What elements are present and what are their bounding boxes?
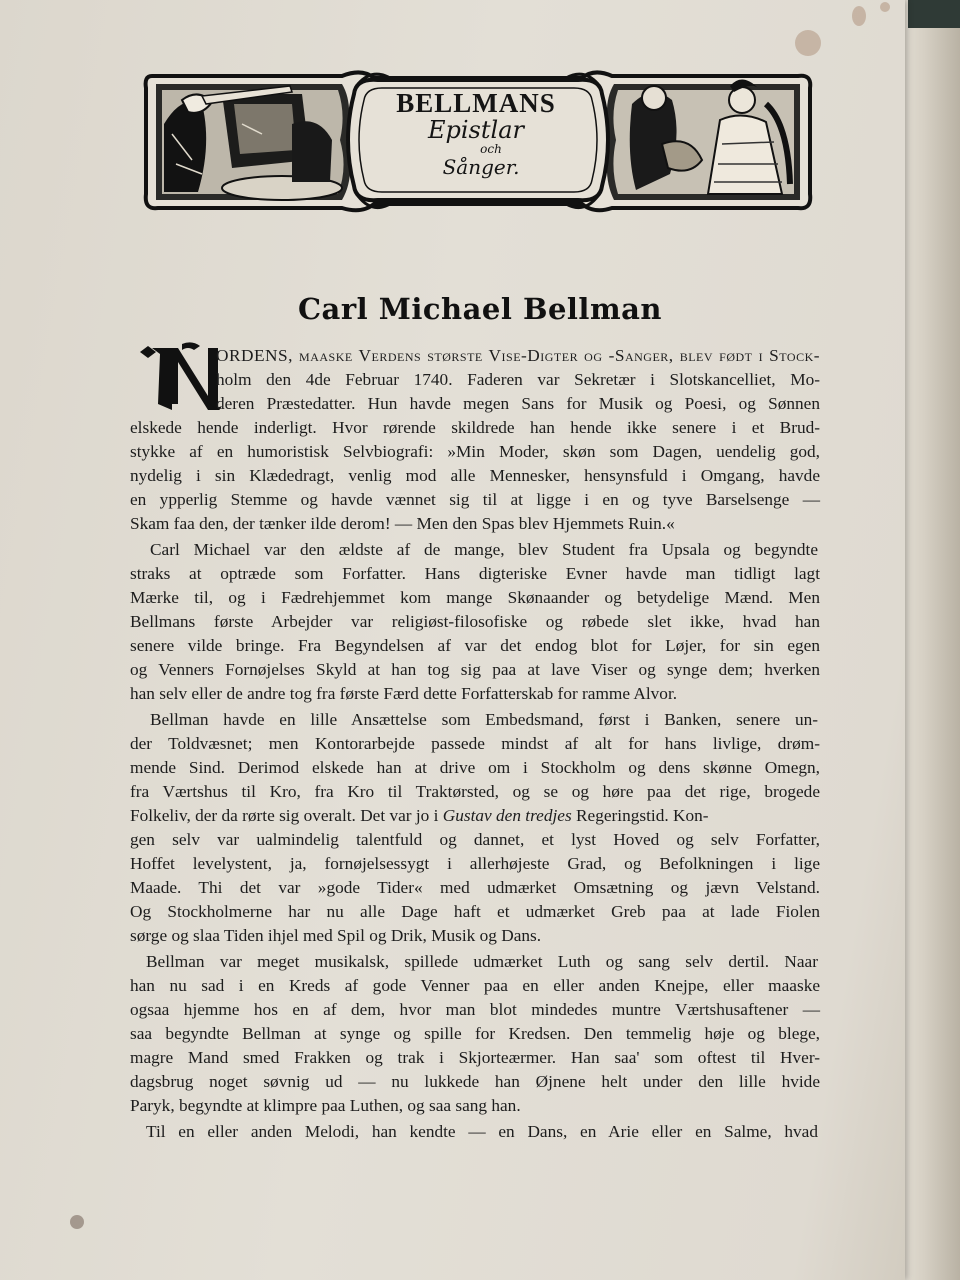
text-line: Hoffet levelystent, ja, fornøjelsessygt i allerhøjeste Grad, og Befolkningen i lige	[130, 854, 820, 873]
italic-phrase: Gustav den tredjes	[442, 806, 572, 825]
stain	[880, 2, 890, 12]
text-line: senere vilde bringe. Fra Begyndelsen af var det endog blot for Løjer, for sin egen	[130, 636, 820, 655]
text-line	[130, 804, 820, 828]
text-line	[216, 344, 820, 368]
text-line: Skam faa den, der tænker ilde derom! — Men den Spas blev Hjemmets Ruin.«	[130, 514, 675, 533]
book-edge	[898, 0, 960, 1280]
stain	[795, 30, 821, 56]
text-line: sørge og slaa Tiden ihjel med Spil og Drik, Musik og Dans.	[130, 926, 542, 945]
text-line: Paryk, begyndte at klimpre paa Luthen, og saa sang han.	[130, 1096, 521, 1115]
table-surface	[908, 0, 960, 28]
article-heading: Carl Michael Bellman	[297, 292, 663, 326]
text-line: saa begyndte Bellman at synge og spille for Kredsen. Den temmelig høje og blege,	[130, 1024, 820, 1043]
stain	[70, 1215, 84, 1229]
banner-title-line2: Epistlar	[428, 116, 524, 144]
banner-title-line4: Sånger.	[442, 155, 520, 179]
text-line: han nu sad i en Kreds af gode Venner paa en eller anden Knejpe, eller maaske	[130, 976, 820, 995]
text-line: fra Værtshus til Kro, fra Kro til Traktørsted, og se og høre paa det rige, brogede	[130, 782, 820, 801]
text-line: magre Mand smed Frakken og trak i Skjorteærmer. Han saa' som oftest til Hver-	[130, 1048, 820, 1067]
text-line: mende Sind. Derimod elskede han at drive om i Stockholm og dens skønne Omegn,	[130, 758, 820, 777]
text-line: en ypperlig Stemme og havde vænnet sig til at ligge i en og tyve Barselsenge —	[130, 490, 820, 509]
text-line: Mærke til, og i Fædrehjemmet kom mange Skønaander og betydelige Mænd. Men	[130, 588, 820, 607]
banner-title-line1: BELLMANS	[396, 88, 556, 118]
banner-title-line3: och	[480, 142, 502, 156]
text-line: holm den 4de Februar 1740. Faderen var Sekretær i Slotskancelliet, Mo-	[216, 370, 820, 389]
dropcap	[138, 340, 222, 410]
text-line: deren Præstedatter. Hun havde megen Sans for Musik og Poesi, og Sønnen	[216, 394, 820, 413]
text-line-start: Folkeliv, der da rørte sig overalt. Det var jo i	[130, 806, 443, 825]
text-line: nydelig i sin Klædedragt, venlig mod alle Mennesker, hensynsfuld i Omgang, havde	[130, 466, 820, 485]
banner-title	[356, 88, 596, 178]
text-line: Bellmans første Arbejder var religiøst-filosofiske og røbede slet ikke, hvad han	[130, 612, 820, 631]
text-line-end: Regeringstid. Kon-	[576, 806, 709, 825]
text-line: Bellman havde en lille Ansættelse som Embedsmand, først i Banken, senere un-	[150, 710, 818, 729]
text-line-content: ORDENS, maaske Verdens største Vise-Digter og -Sanger, blev født i Stock-	[216, 346, 820, 365]
text-line: straks at optræde som Forfatter. Hans digteriske Evner havde man tidligt lagt	[130, 564, 820, 583]
text-line: gen selv var ualmindelig talentfuld og dannet, et lyst Hoved og selv Forfatter,	[130, 830, 820, 849]
dropcap-letter	[138, 340, 222, 410]
text-line: Maade. Thi det var »gode Tider« med udmærket Omsætning og jævn Velstand.	[130, 878, 820, 897]
text-line: og Venners Fornøjelses Skyld at han tog sig paa at lave Viser og synge dem; hverken	[130, 660, 820, 679]
text-line: dagsbrug noget søvnig ud — nu lukkede han Øjnene helt under den lille hvide	[130, 1072, 820, 1091]
text-line: Til en eller anden Melodi, han kendte — en Dans, en Arie eller en Salme, hvad	[146, 1122, 818, 1141]
text-line: ogsaa hjemme hos en af dem, hvor man blot mindedes muntre Værtshusaftener —	[130, 1000, 820, 1019]
stain	[852, 6, 866, 26]
text-line: stykke af en humoristisk Selvbiografi: »Min Moder, skøn som Dagen, uendelig god,	[130, 442, 820, 461]
text-line: Og Stockholmerne har nu alle Dage haft et udmærket Greb paa at lade Fiolen	[130, 902, 820, 921]
text-line: elskede hende inderligt. Hvor rørende skildrede han hende ikke senere i et Brud-	[130, 418, 820, 437]
text-line: Carl Michael var den ældste af de mange, blev Student fra Upsala og begyndte	[150, 540, 818, 559]
text-line: Bellman var meget musikalsk, spillede udmærket Luth og sang selv dertil. Naar	[146, 952, 818, 971]
text-line: han selv eller de andre tog fra første Færd dette Forfatterskab for ramme Alvor.	[130, 684, 678, 703]
text-line: der Toldvæsnet; men Kontorarbejde passede mindst af alt for hans livlige, drøm-	[130, 734, 820, 753]
